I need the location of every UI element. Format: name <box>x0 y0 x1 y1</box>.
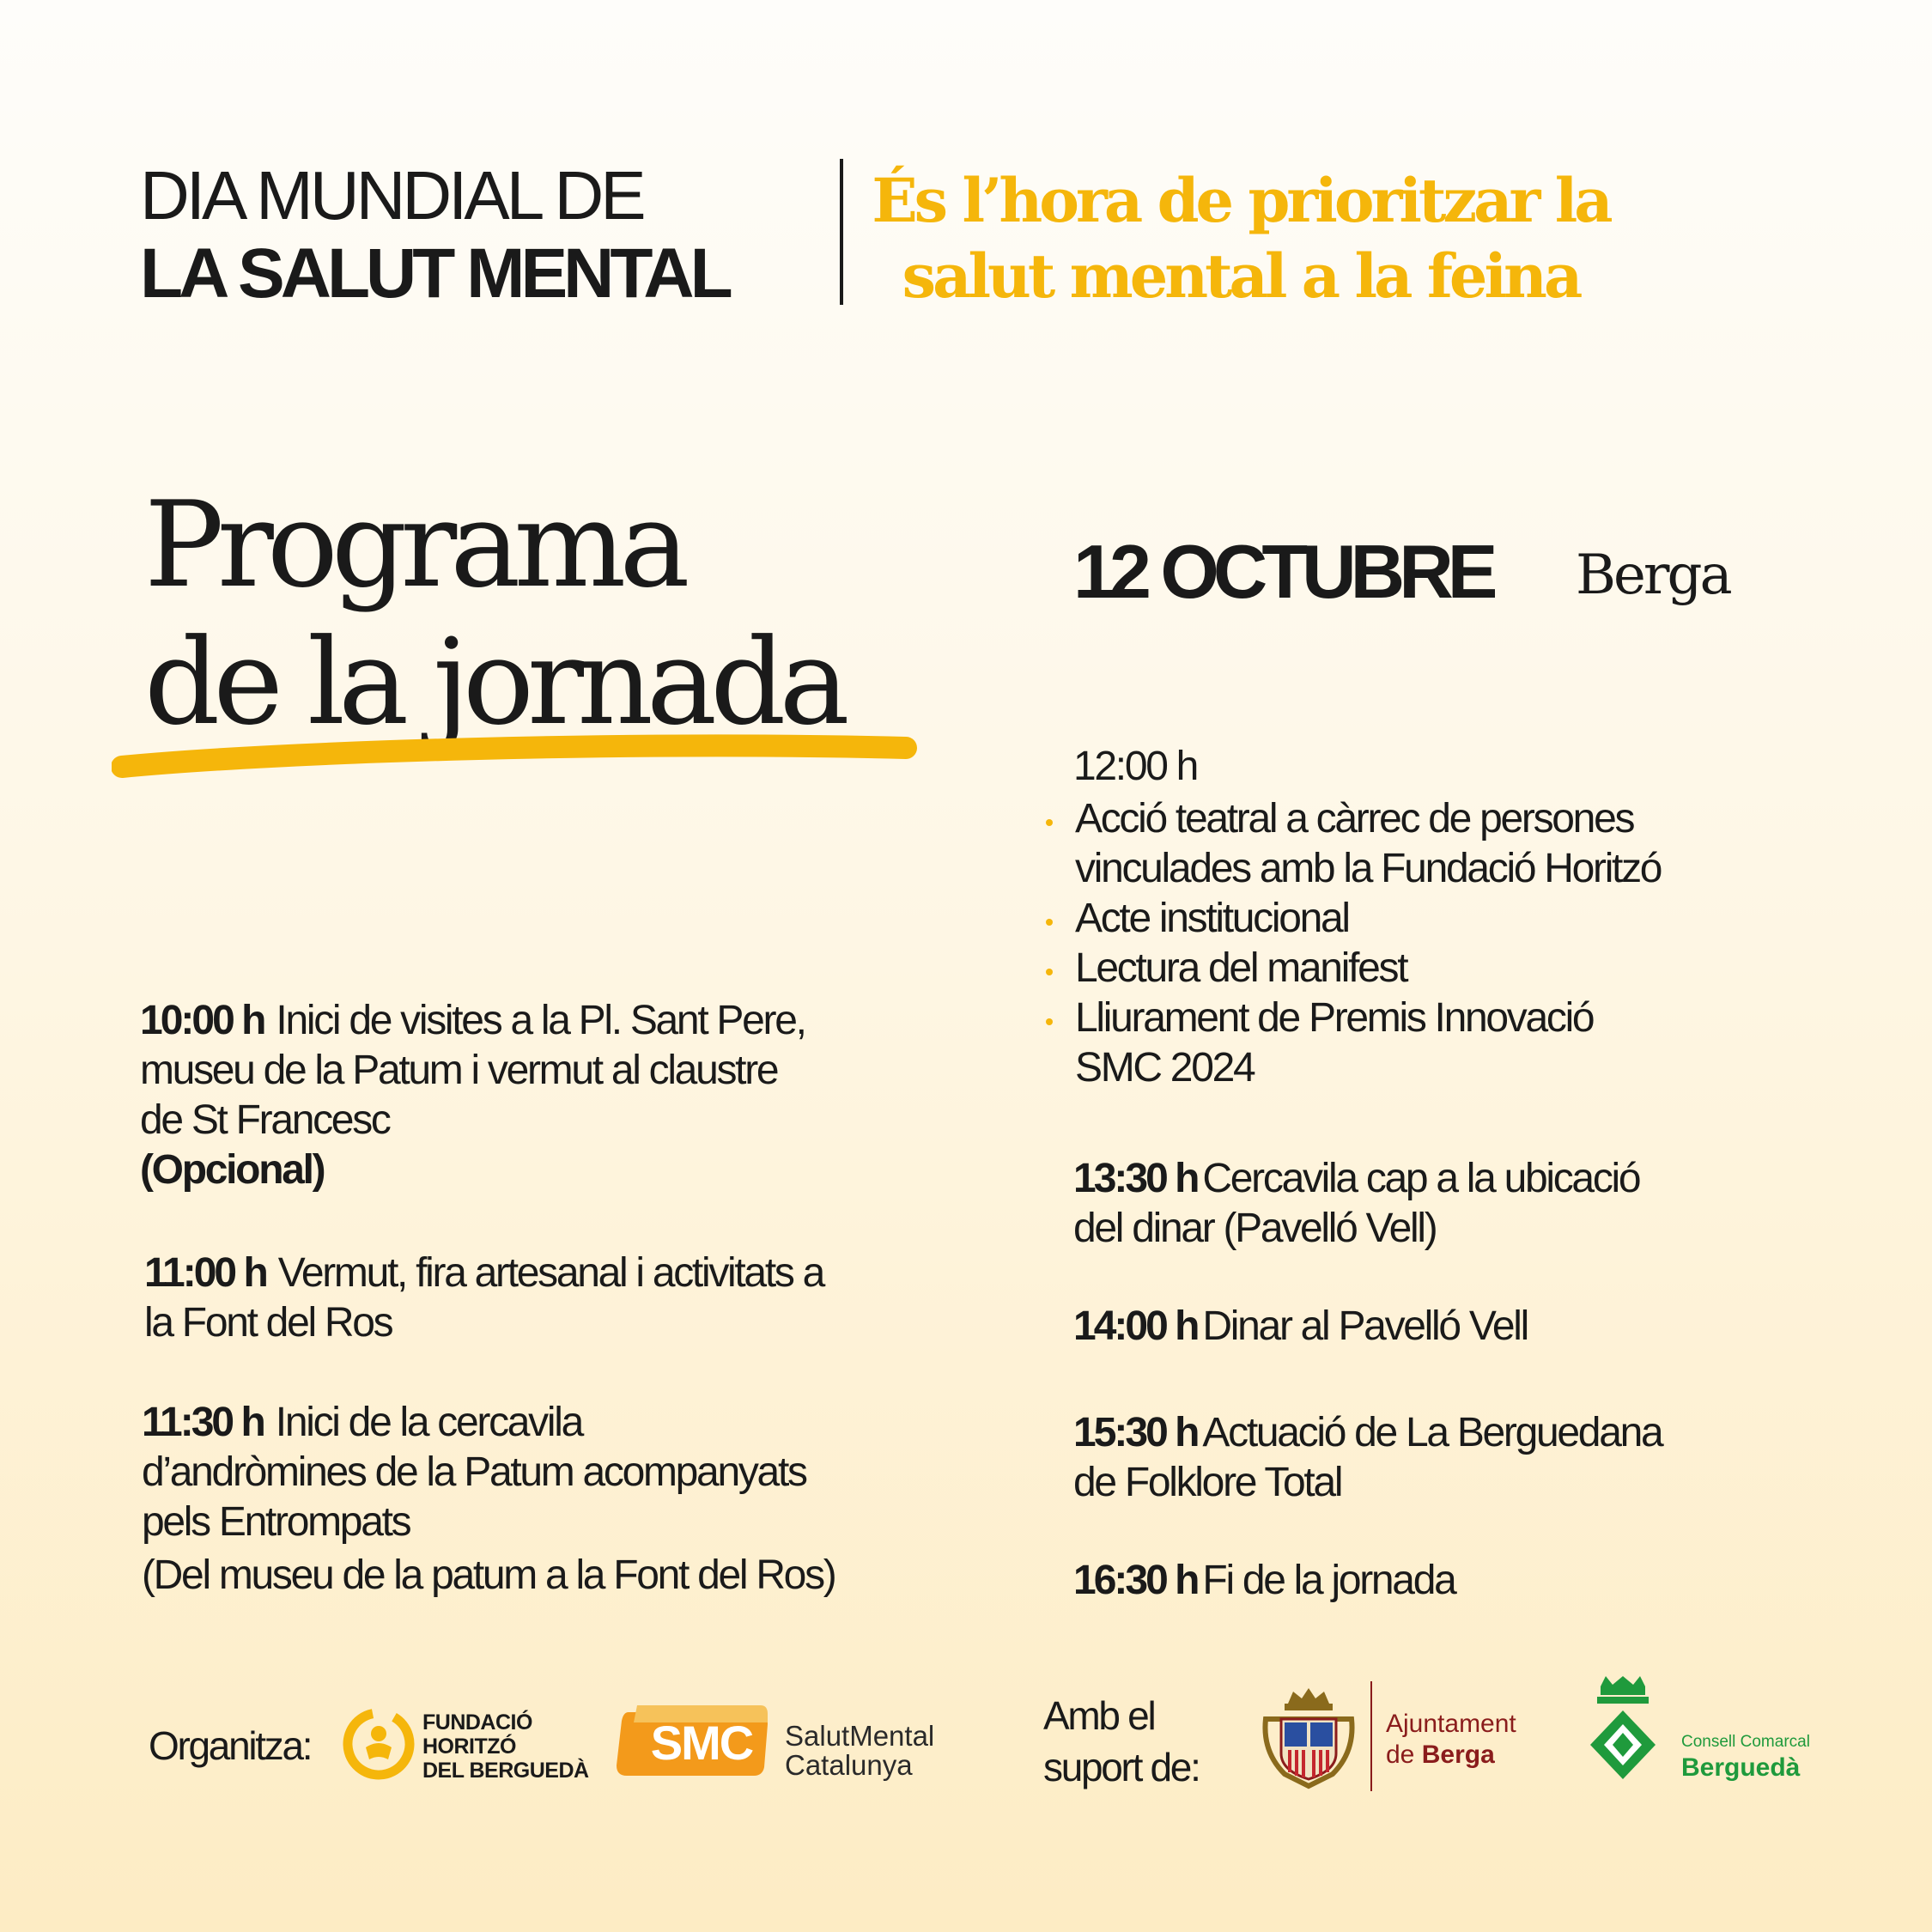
logo-text-line: Berga <box>1421 1741 1495 1769</box>
schedule-text: Inici de la cercavila <box>275 1400 582 1445</box>
schedule-item-1630 <box>1073 1556 1455 1606</box>
bullet-text: Acció teatral a càrrec de persones <box>1075 796 1634 841</box>
schedule-text: la Font del Ros <box>144 1300 392 1346</box>
logo-text-line: Catalunya <box>785 1749 913 1781</box>
ajuntament-berga-logo-text <box>1386 1709 1516 1771</box>
berga-logo-divider <box>1370 1681 1372 1791</box>
smc-logo-badge-text: SMC <box>650 1716 753 1770</box>
schedule-text: Actuació de La Berguedana <box>1202 1410 1662 1455</box>
bullet-item <box>1046 993 1661 1093</box>
noon-bullet-list <box>1046 794 1661 1093</box>
schedule-text: Dinar al Pavelló Vell <box>1202 1303 1528 1349</box>
bullet-text: vinculades amb la Fundació Horitzó <box>1075 846 1662 891</box>
header-line-2: LA SALUT MENTAL <box>140 234 729 313</box>
program-title <box>144 477 843 751</box>
bullet-item <box>1046 944 1661 993</box>
schedule-text: Cercavila cap a la ubicació <box>1202 1156 1640 1201</box>
header-line-1: DIA MUNDIAL DE <box>140 157 643 234</box>
smc-logo-text <box>785 1722 934 1780</box>
schedule-note: (Del museu de la patum a la Font del Ros) <box>142 1552 835 1598</box>
bullet-text: Lectura del manifest <box>1075 945 1407 991</box>
logo-text-line: DEL BERGUEDÀ <box>422 1759 589 1783</box>
fundacio-horitzo-logo-icon <box>342 1704 416 1783</box>
logo-text-line: Consell Comarcal <box>1681 1733 1810 1751</box>
schedule-time: 11:30 h <box>142 1400 264 1445</box>
schedule-time: 11:00 h <box>144 1250 266 1296</box>
logo-text-line: HORITZÓ <box>422 1735 516 1759</box>
support-label <box>1043 1690 1200 1793</box>
schedule-text: Vermut, fira artesanal i activitats a <box>277 1250 823 1296</box>
support-label-line: Amb el <box>1043 1693 1155 1738</box>
schedule-text: Inici de visites a la Pl. Sant Pere, <box>276 998 805 1043</box>
organized-by-label: Organitza: <box>149 1723 312 1768</box>
schedule-text: d’andròmines de la Patum acompanyats <box>142 1449 806 1495</box>
schedule-time-1200: 12:00 h <box>1073 744 1198 789</box>
event-date: 12 OCTUBRE <box>1073 529 1492 614</box>
tagline <box>867 163 1614 314</box>
bullet-dot <box>1046 1018 1053 1025</box>
program-title-line-2: de la jornada <box>144 613 843 751</box>
logo-text-line: FUNDACIÓ <box>422 1710 532 1735</box>
consell-comarcal-logo-text <box>1681 1729 1810 1781</box>
schedule-item-1130 <box>142 1398 835 1601</box>
schedule-text: de Folklore Total <box>1073 1460 1342 1505</box>
schedule-time: 13:30 h <box>1073 1156 1198 1201</box>
schedule-item-1330 <box>1073 1154 1639 1254</box>
schedule-text: pels Entrompats <box>142 1499 410 1545</box>
schedule-time: 10:00 h <box>140 998 264 1043</box>
bullet-dot <box>1046 819 1053 826</box>
schedule-time: 16:30 h <box>1073 1558 1198 1603</box>
program-title-line-1: Programa <box>144 476 683 614</box>
schedule-time: 15:30 h <box>1073 1410 1198 1455</box>
bullet-dot <box>1046 919 1053 926</box>
schedule-text: del dinar (Pavelló Vell) <box>1073 1206 1437 1251</box>
bullet-text: SMC 2024 <box>1075 1045 1255 1091</box>
schedule-text: de St Francesc <box>140 1097 390 1143</box>
bullet-item <box>1046 894 1661 944</box>
bullet-item <box>1046 794 1661 894</box>
event-place: Berga <box>1576 544 1730 607</box>
berga-coat-of-arms-icon <box>1259 1685 1358 1791</box>
schedule-item-1100 <box>144 1249 823 1348</box>
schedule-item-1400 <box>1073 1302 1528 1352</box>
bullet-text: Lliurament de Premis Innovació <box>1075 995 1594 1041</box>
tagline-line-2: salut mental a la feina <box>902 240 1580 312</box>
schedule-text: Fi de la jornada <box>1202 1558 1455 1603</box>
schedule-item-1530 <box>1073 1408 1662 1508</box>
schedule-time: 14:00 h <box>1073 1303 1198 1349</box>
bullet-text: Acte institucional <box>1075 896 1349 941</box>
support-label-line: suport de: <box>1043 1745 1200 1789</box>
schedule-text: museu de la Patum i vermut al claustre <box>140 1048 778 1093</box>
header-divider <box>840 159 843 305</box>
schedule-item-1000 <box>140 996 805 1195</box>
logo-text-line: SalutMental <box>785 1720 935 1752</box>
consell-comarcal-crest-icon <box>1587 1676 1659 1788</box>
logo-text-line: Berguedà <box>1681 1753 1801 1782</box>
tagline-line-1: És l’hora de prioritzar la <box>872 165 1610 236</box>
title-underline-stroke <box>112 726 919 786</box>
schedule-note: (Opcional) <box>140 1147 325 1193</box>
fundacio-horitzo-logo-text <box>422 1710 589 1783</box>
bullet-dot <box>1046 969 1053 975</box>
logo-text-line: de <box>1386 1741 1422 1769</box>
logo-text-line: Ajuntament <box>1386 1710 1516 1738</box>
